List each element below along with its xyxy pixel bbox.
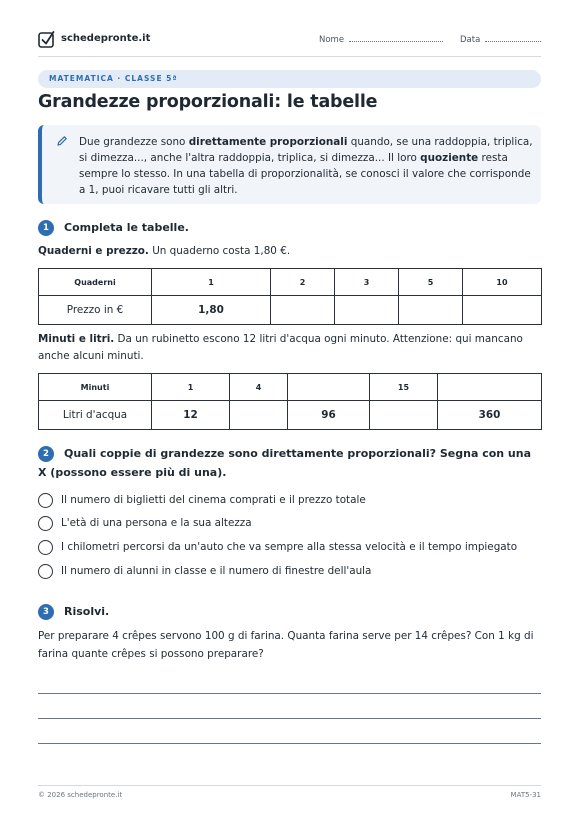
option-radio-circle[interactable]	[38, 516, 53, 531]
option-item[interactable]	[38, 492, 541, 510]
option-radio-circle[interactable]	[38, 564, 53, 579]
table-2-cell: 96	[288, 401, 370, 430]
option-label: Il numero di alunni in classe e il numero di finestre dell'aula	[61, 565, 372, 577]
table-2-header-row	[39, 374, 542, 401]
date-line	[485, 41, 541, 42]
table-2-header-cell: 15	[370, 374, 438, 401]
table-minuti-litri	[38, 373, 542, 430]
table-2-answer-header-cell[interactable]	[288, 374, 370, 401]
table-2-row-label: Litri d'acqua	[39, 401, 152, 430]
table-2-lead: Minuti e litri. Da un rubinetto escono 12 litri d'acqua ogni minuto. Attenzione: qui mancano anche alcuni minuti.	[38, 333, 523, 362]
subject-tag-label: MATEMATICA · CLASSE 5ª	[49, 74, 178, 83]
answer-line[interactable]	[38, 718, 541, 719]
date-field[interactable]	[460, 35, 541, 45]
table-1-header-row	[39, 269, 542, 296]
table-2-cell: 12	[152, 401, 230, 430]
table-2-header-cell: 1	[152, 374, 230, 401]
option-radio-circle[interactable]	[38, 540, 53, 555]
table-2-header-cell: 4	[230, 374, 288, 401]
table-1-header-cell: 2	[271, 269, 335, 296]
table-2-cell: 360	[438, 401, 542, 430]
subject-tag	[38, 70, 541, 88]
table-quaderni-prezzo	[38, 268, 542, 325]
intro-text: Due grandezze sono direttamente proporzionali quando, se una raddoppia, triplica, si dimezza..., anche l'altra raddoppia, triplica, si dimezza... Il loro quoziente resta sempre lo stesso. In una tabella di proporzionalità, se conosci il valore che corrisponde a 1, puoi ricavare tutti gli altri.	[79, 136, 533, 196]
option-item[interactable]	[38, 539, 541, 557]
site-logo-text: schedepronte.it	[61, 33, 151, 44]
option-label: Il numero di biglietti del cinema comprati e il prezzo totale	[61, 494, 366, 506]
page-header	[38, 30, 541, 50]
table-1-answer-cell[interactable]	[463, 296, 542, 325]
table-1-header-cell: 3	[335, 269, 399, 296]
pencil-icon	[56, 135, 68, 147]
table-1-row-label: Prezzo in €	[39, 296, 152, 325]
table-1-answer-cell[interactable]	[271, 296, 335, 325]
table-1-answer-cell[interactable]	[399, 296, 463, 325]
name-label: Nome	[319, 35, 345, 45]
table-1-lead: Quaderni e prezzo. Un quaderno costa 1,80 €.	[38, 245, 291, 257]
name-field[interactable]	[319, 35, 443, 45]
option-label: L'età di una persona e la sua altezza	[61, 517, 252, 529]
name-line	[349, 41, 443, 42]
table-2-answer-cell[interactable]	[370, 401, 438, 430]
footer-copyright: © 2026 schedepronte.it	[38, 791, 123, 799]
table-2-header-cell: Minuti	[39, 374, 152, 401]
answer-line[interactable]	[38, 743, 541, 744]
table-1-header-cell: 5	[399, 269, 463, 296]
footer-code: MAT5-31	[510, 791, 541, 799]
intro-box	[38, 125, 541, 204]
question-1-number: 1	[38, 220, 54, 236]
question-2-text: Quali coppie di grandezze sono direttamente proporzionali? Segna con una X (possono essere più di una).	[38, 447, 532, 479]
answer-line[interactable]	[38, 693, 541, 694]
header-divider	[38, 56, 541, 57]
table-1-value-row	[39, 296, 542, 325]
table-1-header-cell: 1	[152, 269, 271, 296]
question-3-number: 3	[38, 604, 54, 620]
page-title: Grandezze proporzionali: le tabelle	[38, 92, 378, 112]
checkbox-logo-icon	[38, 30, 55, 49]
table-2-answer-cell[interactable]	[230, 401, 288, 430]
option-label: I chilometri percorsi da un'auto che va sempre alla stessa velocità e il tempo impiegato	[61, 541, 518, 553]
question-3-problem: Per preparare 4 crêpes servono 100 g di farina. Quanta farina serve per 14 crêpes? Con 1 kg di farina quante crêpes si possono preparare?	[38, 630, 534, 660]
question-3-text: Risolvi.	[64, 605, 110, 618]
table-1-answer-cell[interactable]	[335, 296, 399, 325]
table-1-header-cell: 10	[463, 269, 542, 296]
option-item[interactable]	[38, 563, 541, 581]
footer-divider	[38, 785, 541, 786]
option-radio-circle[interactable]	[38, 493, 53, 508]
table-2-answer-header-cell[interactable]	[438, 374, 542, 401]
option-item[interactable]	[38, 515, 541, 533]
table-1-cell: 1,80	[152, 296, 271, 325]
date-label: Data	[460, 35, 481, 45]
question-1-text: Completa le tabelle.	[64, 221, 189, 234]
table-1-header-cell: Quaderni	[39, 269, 152, 296]
table-2-value-row	[39, 401, 542, 430]
question-2-number: 2	[38, 446, 54, 462]
